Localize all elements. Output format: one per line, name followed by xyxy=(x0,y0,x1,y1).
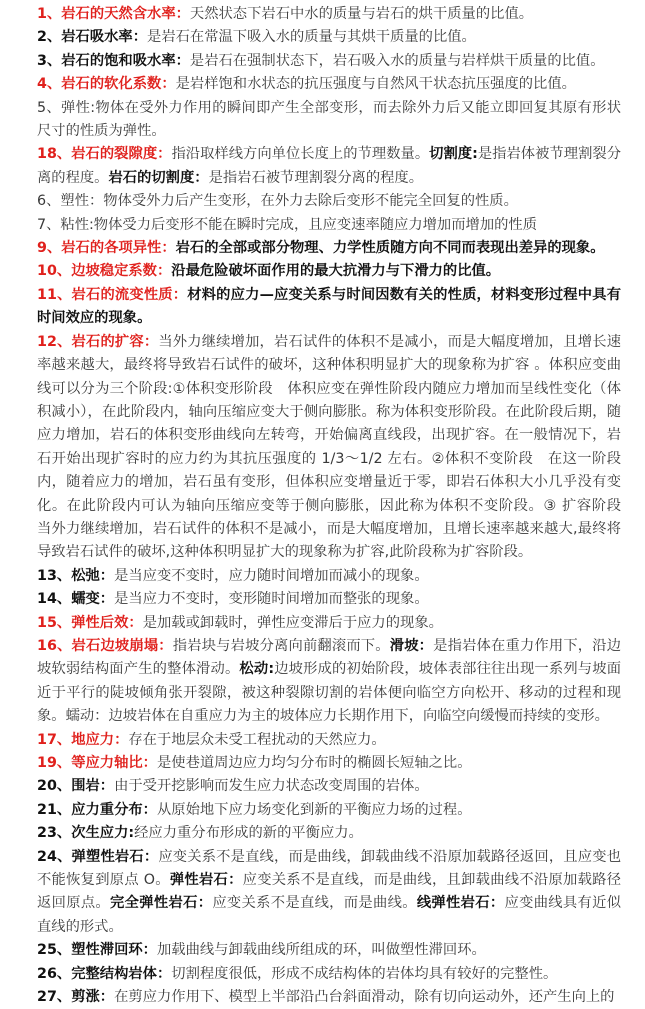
term-label: 24、弹塑性岩石： xyxy=(37,848,159,865)
term-label: 17、地应力： xyxy=(37,731,129,748)
term-label: 12、岩石的扩容： xyxy=(37,333,159,350)
definition-paragraph xyxy=(37,143,621,190)
definition-paragraph xyxy=(37,729,621,752)
definition-paragraph xyxy=(37,822,621,845)
definition-text: 是岩石在常温下吸入水的质量与其烘干质量的比值。 xyxy=(147,29,476,46)
term-label: 26、完整结构岩体： xyxy=(37,965,172,982)
definition-paragraph xyxy=(37,237,621,260)
definition-text: 存在于地层众未受工程扰动的天然应力。 xyxy=(128,731,386,748)
definition-paragraph xyxy=(37,214,621,237)
term-label: 2、岩石吸水率： xyxy=(37,29,148,46)
definition-paragraph xyxy=(37,635,621,729)
definition-paragraph xyxy=(37,986,621,1009)
definition-text: 是指岩体被节理割裂分离的程度。 xyxy=(37,146,621,186)
definition-paragraph xyxy=(37,331,636,565)
definition-paragraph xyxy=(37,963,621,986)
definition-text: 边坡形成的初始阶段，坡体表部往往出现一系列与坡面近于平行的陡坡倾角张开裂隙，被这种裂隙切割的岩体便向临空方向松开、移动的过程和现象。蠕动：边坡岩体在自重应力为主的坡体应力长期作用下，向临空向缓慢而持续的变形。 xyxy=(37,661,622,725)
document-body xyxy=(37,3,636,1009)
definition-text: 由于受开挖影响而发生应力状态改变周围的岩体。 xyxy=(114,778,429,795)
definition-text: 应变关系不是直线，而是曲线。 xyxy=(212,895,417,912)
definition-paragraph xyxy=(37,939,621,962)
term-label: 20、围岩： xyxy=(37,778,115,795)
definition-text: 5、弹性:物体在受外力作用的瞬间即产生全部变形，而去除外力后又能立即回复其原有形状尺寸的性质为弹性。 xyxy=(37,99,621,140)
definition-paragraph xyxy=(37,775,621,798)
definition-paragraph xyxy=(37,752,621,775)
definition-text: 是当应力不变时，变形随时间增加而整张的现象。 xyxy=(114,591,429,608)
definition-paragraph xyxy=(37,260,621,283)
definition-text: 应变关系不是直线，而是曲线，卸载曲线不沿原加载路径返回，且应变也不能恢复到原点 O。 xyxy=(37,848,621,889)
term-label: 9、岩石的各项异性： xyxy=(37,240,176,257)
definition-paragraph xyxy=(37,190,621,213)
definition-paragraph xyxy=(37,50,621,73)
term-label: 弹性岩石： xyxy=(169,872,243,889)
definition-text: 应变关系不是直线，而是曲线，且卸载曲线不沿原加载路径返回原点。 xyxy=(37,872,621,912)
definition-paragraph xyxy=(37,588,621,611)
term-label: 3、岩石的饱和吸水率： xyxy=(37,52,190,69)
term-label: 27、剪涨： xyxy=(37,989,115,1006)
definition-text: 是指岩体在重力作用下，沿边坡软弱结构面产生的整体滑动。 xyxy=(37,637,622,678)
term-label: 18、岩石的裂隙度： xyxy=(37,146,172,163)
term-label: 1、岩石的天然含水率： xyxy=(37,6,190,22)
term-label: 13、松弛： xyxy=(37,567,115,584)
term-label: 25、塑性滞回环： xyxy=(37,942,157,959)
definition-paragraph xyxy=(37,799,621,822)
definition-text: 经应力重分布形成的新的平衡应力。 xyxy=(134,825,363,842)
definition-text: 材料的应力—应变关系与时间因数有关的性质，材料变形过程中具有时间效应的现象。 xyxy=(37,286,621,327)
term-label: 4、岩石的软化系数： xyxy=(37,76,176,93)
definition-text: 是使巷道周边应力均匀分布时的椭圆长短轴之比。 xyxy=(156,755,472,771)
definition-text: 沿最危险破坏面作用的最大抗滑力与下滑力的比值。 xyxy=(171,263,501,280)
term-label: 11、岩石的流变性质： xyxy=(37,286,188,303)
term-label: 16、岩石边坡崩塌： xyxy=(37,637,173,654)
term-label: 切割度: xyxy=(429,146,478,163)
definition-text: 当外力继续增加，岩石试件的体积不是减小，而是大幅度增加，且增长速率越来越大，最终将导致岩石试件的破坏，这种体积明显扩大的现象称为扩容 。体积应变曲线可以分为三个阶段:①体积变形阶段 体积应变在弹性阶段内随应力增加而呈线性变化（体积减小），在此阶段内，轴向压缩应变大于侧向膨胀。称为体积变形阶段。在此阶段后期，随应力增加，岩石的体积变形曲线向左转弯，开始偏离直线段，出现扩容。在一般情况下，岩石开始出现扩容时的应力约为其抗压强度的 1/3～1/2 左右。②体积不变阶段 在这一阶段内，随着应力的增加，岩石虽有变形，但体积应变增量近于零，即岩石体积大小几乎没有变化。在此阶段内可认为轴向压缩应变等于侧向膨胀，因此称为体积不变阶段。③ 扩容阶段 当外力继续增加，岩石试件的体积不是减小，而是大幅度增加，且增长速率越来越大,最终将导致岩石试件的破坏,这种体积明显扩大的现象称为扩容,此阶段称为扩容阶段。 xyxy=(37,333,636,561)
definition-paragraph xyxy=(37,3,621,26)
definition-paragraph xyxy=(37,284,621,331)
definition-text: 在剪应力作用下、模型上半部沿凸台斜面滑动，除有切向运动外，还产生向上的 xyxy=(114,989,615,1006)
definition-text: 是当应变不变时，应力随时间增加而减小的现象。 xyxy=(114,567,429,584)
definition-paragraph xyxy=(37,73,621,96)
definition-paragraph xyxy=(37,26,621,49)
definition-paragraph xyxy=(37,97,621,144)
term-label: 15、弹性后效： xyxy=(37,614,143,631)
term-label: 松动: xyxy=(239,661,275,678)
term-label: 完全弹性岩石： xyxy=(110,895,213,912)
definition-text: 指沿取样线方向单位长度上的节理数量。 xyxy=(171,146,430,163)
term-label: 14、蠕变： xyxy=(37,591,115,608)
definition-text: 应变曲线具有近似直线的形式。 xyxy=(37,895,622,935)
term-label: 21、应力重分布： xyxy=(37,801,157,818)
definition-text: 是加载或卸载时，弹性应变滞后于应力的现象。 xyxy=(142,614,443,631)
definition-paragraph xyxy=(37,846,621,940)
definition-text: 从原始地下应力场变化到新的平衡应力场的过程。 xyxy=(156,801,472,818)
definition-text: 7、粘性:物体受力后变形不能在瞬时完成，且应变速率随应力增加而增加的性质 xyxy=(37,216,538,233)
term-label: 19、等应力轴比： xyxy=(37,755,157,771)
definition-text: 切割程度很低，形成不成结构体的岩体均具有较好的完整性。 xyxy=(171,965,558,982)
term-label: 23、次生应力: xyxy=(37,825,135,842)
term-label: 10、边坡稳定系数： xyxy=(37,263,172,280)
term-label: 线弹性岩石： xyxy=(416,895,505,912)
definition-paragraph xyxy=(37,612,621,635)
definition-text: 是岩石在强制状态下，岩石吸入水的质量与岩样烘干质量的比值。 xyxy=(189,52,605,69)
definition-text: 是指岩石被节理割裂分离的程度。 xyxy=(208,169,424,186)
definition-text: 岩石的全部或部分物理、力学性质随方向不同而表现出差异的现象。 xyxy=(175,240,605,257)
definition-text: 天然状态下岩石中水的质量与岩石的烘干质量的比值。 xyxy=(189,6,534,22)
term-label: 滑坡： xyxy=(389,637,434,654)
definition-text: 加载曲线与卸载曲线所组成的环，叫做塑性滞回环。 xyxy=(156,942,486,959)
definition-text: 是岩样饱和水状态的抗压强度与自然风干状态抗压强度的比值。 xyxy=(175,76,576,93)
definition-text: 6、塑性：物体受外力后产生变形，在外力去除后变形不能完全回复的性质。 xyxy=(37,193,518,210)
definition-text: 指岩块与岩坡分离向前翻滚而下。 xyxy=(172,637,390,654)
definition-paragraph xyxy=(37,565,621,588)
term-label: 岩石的切割度： xyxy=(108,169,209,186)
